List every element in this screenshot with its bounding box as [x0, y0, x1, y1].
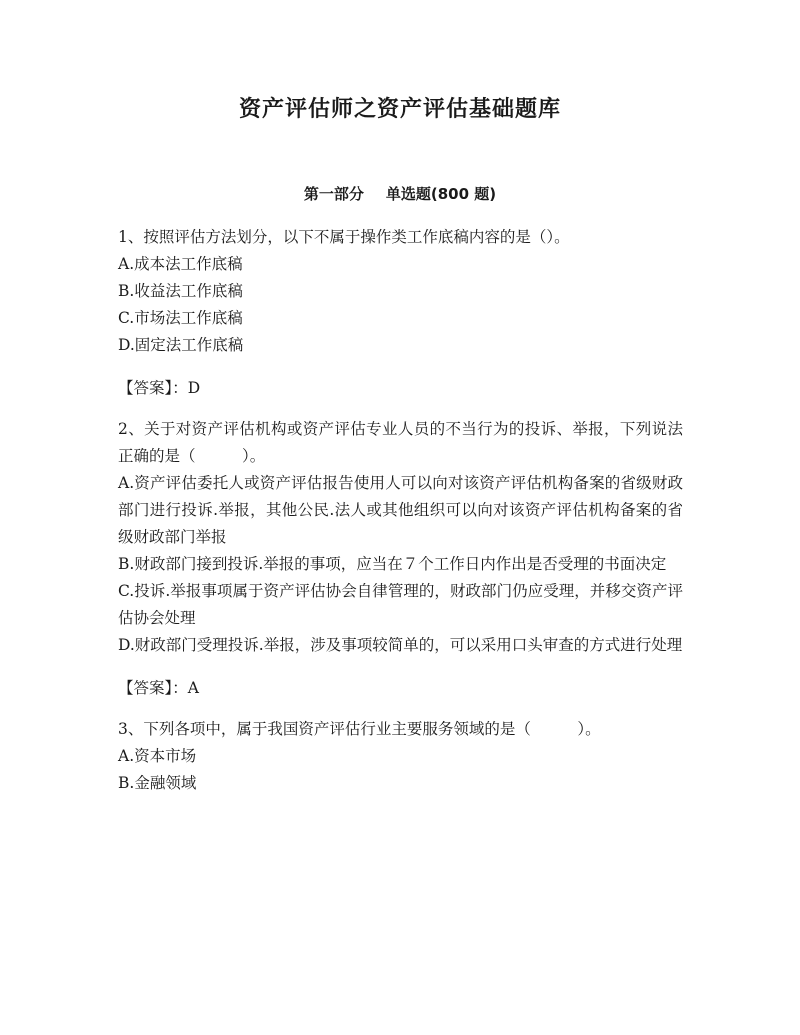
option-b: B.财政部门接到投诉.举报的事项，应当在７个工作日内作出是否受理的书面决定 [118, 555, 667, 573]
question-list [118, 224, 683, 797]
section-heading [0, 183, 800, 204]
answer-line [118, 675, 683, 702]
option-d: D.固定法工作底稿 [118, 336, 244, 354]
option-c: C.投诉.举报事项属于资产评估协会自律管理的，财政部门仍应受理，并移交资产评估协会处理 [118, 582, 683, 627]
question-stem: 2、关于对资产评估机构或资产评估专业人员的不当行为的投诉、举报，下列说法正确的是（ ）。 [118, 420, 683, 465]
question-stem: 3、下列各项中，属于我国资产评估行业主要服务领域的是（ ）。 [118, 720, 601, 738]
section-name: 单选题(800 题) [385, 185, 497, 203]
answer-line [118, 375, 683, 402]
answer-label: 【答案】： [118, 679, 188, 697]
answer-value: A [187, 679, 199, 697]
option-a: A.成本法工作底稿 [118, 255, 243, 273]
option-a: A.资产评估委托人或资产评估报告使用人可以向对该资产评估机构备案的省级财政部门进行投诉.举报，其他公民.法人或其他组织可以向对该资产评估机构备案的省级财政部门举报 [118, 474, 683, 546]
option-d: D.财政部门受理投诉.举报，涉及事项较简单的，可以采用口头审查的方式进行处理 [118, 636, 683, 654]
option-b: B.金融领域 [118, 774, 197, 792]
answer-label: 【答案】： [118, 379, 188, 397]
option-a: A.资本市场 [118, 747, 197, 765]
option-b: B.收益法工作底稿 [118, 282, 243, 300]
document-title: 资产评估师之资产评估基础题库 [238, 97, 561, 122]
question-stem: 1、按照评估方法划分，以下不属于操作类工作底稿内容的是（）。 [118, 228, 570, 246]
answer-value: D [187, 379, 201, 397]
section-part: 第一部分 [303, 185, 364, 203]
option-c: C.市场法工作底稿 [118, 309, 243, 327]
